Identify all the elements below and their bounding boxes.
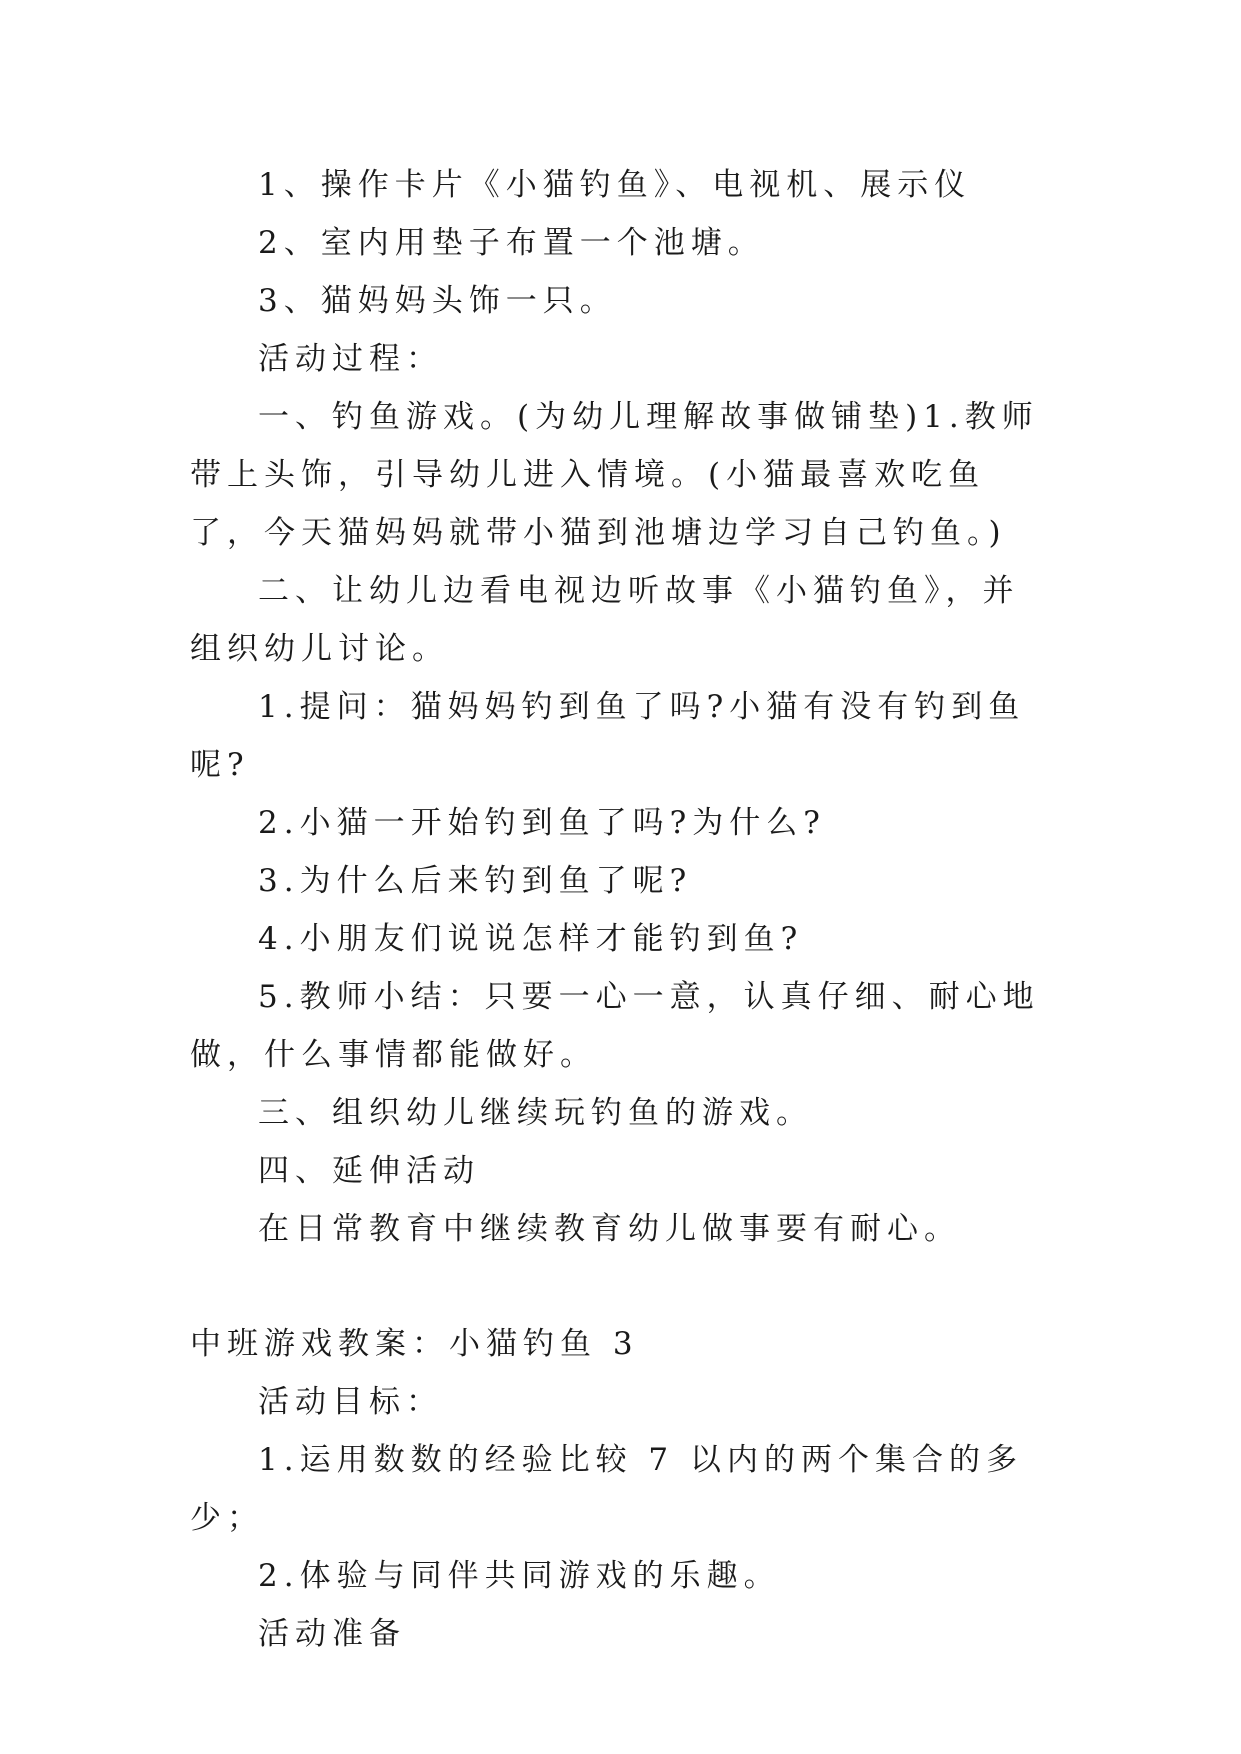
- materials-item-3: 3、猫妈妈头饰一只。: [258, 283, 617, 319]
- materials-item-2: 2、室内用垫子布置一个池塘。: [258, 225, 765, 261]
- document-body: [190, 156, 1050, 1663]
- activity-preparation-heading: 活动准备: [258, 1616, 406, 1652]
- activity-goals-heading: 活动目标：: [258, 1384, 443, 1420]
- goal-1: 1.运用数数的经验比较 7 以内的两个集合的多少；: [190, 1442, 1024, 1536]
- activity-process-heading: 活动过程：: [258, 341, 443, 377]
- materials-item-1: 1、操作卡片《小猫钓鱼》、电视机、展示仪: [258, 167, 972, 203]
- extension-activity: 在日常教育中继续教育幼儿做事要有耐心。: [258, 1211, 961, 1247]
- process-step-1: 一、钓鱼游戏。(为幼儿理解故事做铺垫)1.教师带上头饰，引导幼儿进入情境。(小猫最喜欢吃鱼了，今天猫妈妈就带小猫到池塘边学习自己钓鱼。): [190, 399, 1039, 551]
- teacher-summary: 5.教师小结：只要一心一意，认真仔细、耐心地做，什么事情都能做好。: [190, 979, 1040, 1073]
- goal-2: 2.体验与同伴共同游戏的乐趣。: [258, 1558, 781, 1594]
- question-1: 1.提问：猫妈妈钓到鱼了吗?小猫有没有钓到鱼呢?: [190, 689, 1026, 783]
- process-step-4: 四、延伸活动: [258, 1153, 480, 1189]
- process-step-2: 二、让幼儿边看电视边听故事《小猫钓鱼》，并组织幼儿讨论。: [190, 573, 1020, 667]
- question-4: 4.小朋友们说说怎样才能钓到鱼?: [258, 921, 804, 957]
- lesson-title: 中班游戏教案：小猫钓鱼 3: [190, 1326, 639, 1362]
- question-2: 2.小猫一开始钓到鱼了吗?为什么?: [258, 805, 826, 841]
- process-step-3: 三、组织幼儿继续玩钓鱼的游戏。: [258, 1095, 813, 1131]
- question-3: 3.为什么后来钓到鱼了呢?: [258, 863, 693, 899]
